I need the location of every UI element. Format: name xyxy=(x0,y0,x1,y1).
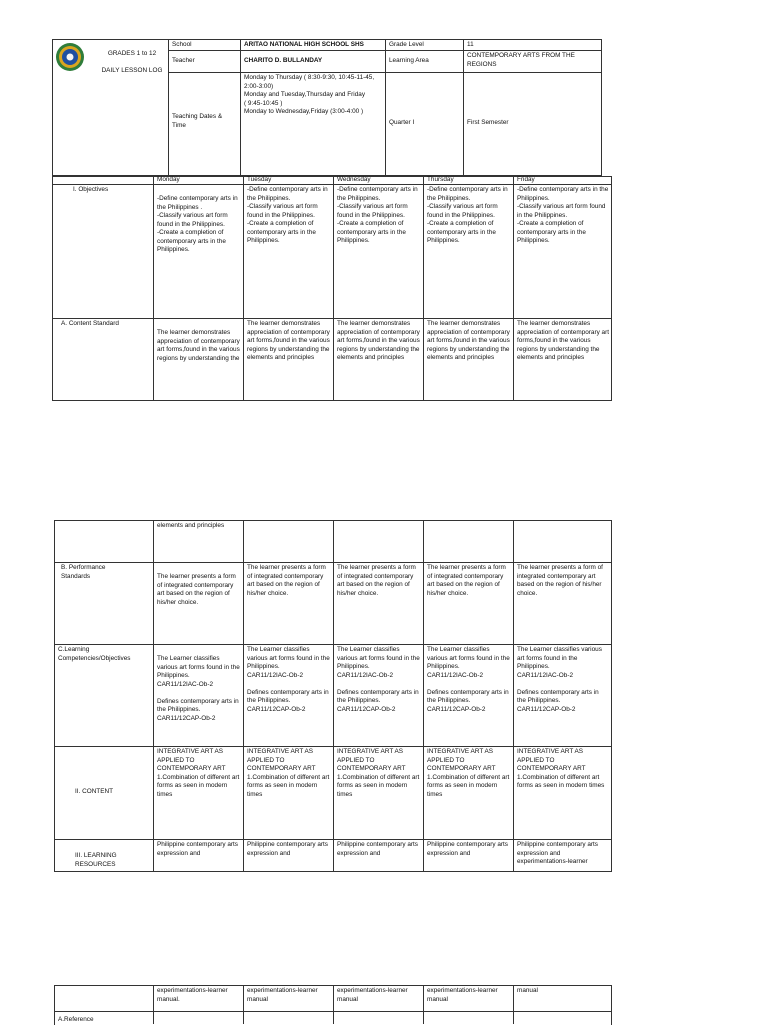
learning-area-value: CONTEMPORARY ARTS FROM THE REGIONS xyxy=(467,52,575,68)
grades-title: GRADES 1 to 12 DAILY LESSON LOG xyxy=(101,49,163,74)
teacher-value: CHARITO D. BULLANDAY xyxy=(244,57,323,64)
resources-tuesday: Philippine contemporary arts expression and xyxy=(247,841,328,857)
semester-label: First Semester xyxy=(467,119,509,126)
school-seal-icon xyxy=(55,42,85,72)
performance-monday: The learner presents a form of integrated contemporary art based on the region of his/her choice. xyxy=(157,573,236,606)
objectives-label: I. Objectives xyxy=(73,186,109,193)
content-standard-tuesday: The learner demonstrates appreciation of contemporary art forms,found in the various regions by understanding the elements and principles xyxy=(247,320,330,362)
school-label: School xyxy=(172,41,192,48)
competencies-label: C.Learning Competencies/Objectives xyxy=(58,646,131,662)
resources-continued-monday: experimentations-learner manual. xyxy=(157,987,228,1003)
content-standard-thursday: The learner demonstrates appreciation of contemporary art forms,found in the various regions by understanding the elements and principles xyxy=(427,320,510,362)
competencies-thursday: The Learner classifies various art forms found in the Philippines. CAR11/12IAC-Ob-2 Defines contemporary arts in the Philippines. CAR11/12CAP-Ob-2 xyxy=(427,646,510,713)
objectives-tuesday: -Define contemporary arts in the Philippines. -Classify various art form found in the Philippines. -Create a completion of contemporary arts in the Philippines. xyxy=(247,186,328,245)
performance-tuesday: The learner presents a form of integrated contemporary art based on the region of his/her choice. xyxy=(247,564,326,597)
day-header-monday: Monday xyxy=(157,176,180,183)
learning-resources-label: III. LEARNING RESOURCES xyxy=(75,852,117,868)
resources-friday: Philippine contemporary arts expression and experimentations-learner xyxy=(517,841,598,866)
day-header-thursday: Thursday xyxy=(427,176,454,183)
resources-monday: Philippine contemporary arts expression and xyxy=(157,841,238,857)
day-header-friday: Friday xyxy=(517,176,535,183)
content-friday: INTEGRATIVE ART AS APPLIED TO CONTEMPORARY ART 1.Combination of different art forms as seen in modern times xyxy=(517,748,605,790)
reference-label: A.Reference xyxy=(58,1016,94,1023)
resources-wednesday: Philippine contemporary arts expression and xyxy=(337,841,418,857)
objectives-friday: -Define contemporary arts in the Philippines. -Classify various art form found in the Philippines. -Create a completion of contemporary arts in the Philippines. xyxy=(517,186,609,245)
objectives-thursday: -Define contemporary arts in the Philippines. -Classify various art form found in the Philippines. -Create a completion of contemporary arts in the Philippines. xyxy=(427,186,508,245)
teaching-dates-label: Teaching Dates & Time xyxy=(172,113,223,129)
learning-area-label: Learning Area xyxy=(389,57,429,64)
content-label: II. CONTENT xyxy=(75,788,113,795)
day-header-wednesday: Wednesday xyxy=(337,176,371,183)
content-thursday: INTEGRATIVE ART AS APPLIED TO CONTEMPORARY ART 1.Combination of different art forms as seen in modern times xyxy=(427,748,510,798)
content-monday: INTEGRATIVE ART AS APPLIED TO CONTEMPORARY ART 1.Combination of different art forms as seen in modern times xyxy=(157,748,240,798)
content-tuesday: INTEGRATIVE ART AS APPLIED TO CONTEMPORARY ART 1.Combination of different art forms as seen in modern times xyxy=(247,748,330,798)
resources-continued-wednesday: experimentations-learner manual xyxy=(337,987,408,1003)
objectives-monday: -Define contemporary arts in the Philippines . -Classify various art form found in the Philippines. -Create a completion of contemporary arts in the Philippines. xyxy=(157,195,238,254)
competencies-wednesday: The Learner classifies various art forms found in the Philippines. CAR11/12IAC-Ob-2 Defines contemporary arts in the Philippines. CAR11/12CAP-Ob-2 xyxy=(337,646,420,713)
performance-standards-label: B. Performance Standards xyxy=(61,564,106,580)
competencies-friday: The Learner classifies various art forms found in the Philippines. CAR11/12IAC-Ob-2 Defines contemporary arts in the Philippines. CAR11/12CAP-Ob-2 xyxy=(517,646,602,713)
resources-continued-tuesday: experimentations-learner manual xyxy=(247,987,318,1003)
competencies-tuesday: The Learner classifies various art forms found in the Philippines. CAR11/12IAC-Ob-2 Defines contemporary arts in the Philippines. CAR11/12CAP-Ob-2 xyxy=(247,646,330,713)
objectives-wednesday: -Define contemporary arts in the Philippines. -Classify various art form found in the Philippines. -Create a completion of contemporary arts in the Philippines. xyxy=(337,186,418,245)
resources-thursday: Philippine contemporary arts expression and xyxy=(427,841,508,857)
performance-thursday: The learner presents a form of integrated contemporary art based on the region of his/her choice. xyxy=(427,564,506,597)
resources-continued-friday: manual xyxy=(517,987,538,994)
content-standard-label: A. Content Standard xyxy=(61,320,119,327)
teacher-label: Teacher xyxy=(172,57,195,64)
school-value: ARITAO NATIONAL HIGH SCHOOL SHS xyxy=(244,41,364,48)
content-standard-friday: The learner demonstrates appreciation of contemporary art forms,found in the various regions by understanding the elements and principles xyxy=(517,320,610,362)
continuation-text: elements and principles xyxy=(157,522,225,529)
performance-wednesday: The learner presents a form of integrated contemporary art based on the region of his/her choice. xyxy=(337,564,416,597)
day-header-tuesday: Tuesday xyxy=(247,176,272,183)
quarter-label: Quarter I xyxy=(389,119,415,126)
content-wednesday: INTEGRATIVE ART AS APPLIED TO CONTEMPORARY ART 1.Combination of different art forms as seen in modern times xyxy=(337,748,420,798)
performance-friday: The learner presents a form of integrated contemporary art based on the region of his/her choice. xyxy=(517,564,603,597)
content-standard-monday: The learner demonstrates appreciation of contemporary art forms,found in the various regions by understanding the xyxy=(157,329,240,362)
content-standard-wednesday: The learner demonstrates appreciation of contemporary art forms,found in the various regions by understanding the elements and principles xyxy=(337,320,420,362)
competencies-monday: The Learner classifies various art forms found in the Philippines. CAR11/12IAC-Ob-2 Defines contemporary arts in the Philippines. CAR11/12CAP-Ob-2 xyxy=(157,655,240,722)
resources-continued-thursday: experimentations-learner manual xyxy=(427,987,498,1003)
grade-level-label: Grade Level xyxy=(389,41,424,48)
grade-level-value: 11 xyxy=(467,41,474,48)
teaching-dates-value: Monday to Thursday ( 8:30-9:30, 10:45-11-45, 2:00-3:00) Monday and Tuesday,Thursday and Friday ( 9:45-10:45 ) Monday to Wednesday,Friday (3:00-4:00 ) xyxy=(244,74,375,116)
